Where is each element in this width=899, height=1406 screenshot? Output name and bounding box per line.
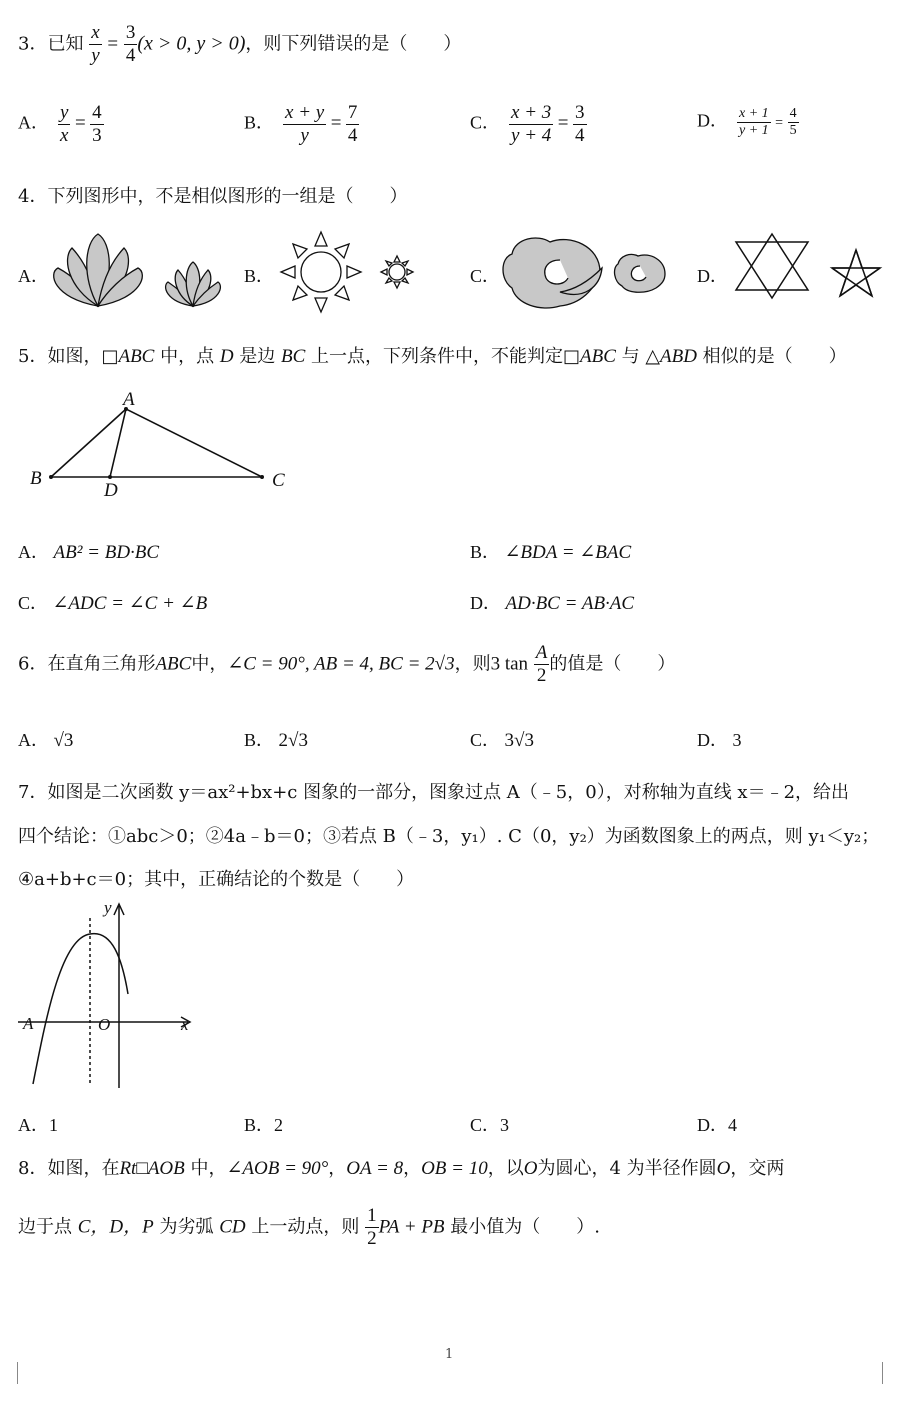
q4-option-a-label[interactable]: A． [18, 266, 49, 286]
q8-stem-line1: 8．如图，在Rt□AOB 中，∠AOB = 90°，OA = 8，OB = 10，以O为圆心，4 为半径作圆O，交两 [18, 1158, 785, 1179]
q6-option-d[interactable]: D． 3 [697, 730, 742, 750]
q3-stem: 3．已知 $\frac{x}{y}$ = $\frac{3}{4}$ (x > 0, y > 0)，则下列错误的是（ ） [18, 22, 462, 66]
q7-option-b[interactable]: B．2 [244, 1115, 284, 1135]
q7-parabola-figure [16, 898, 201, 1093]
q6-option-a[interactable]: A． √3 [18, 730, 74, 751]
q3-option-d[interactable]: D． $\frac{x + 1}{y + 1}$ = $\frac{4}{5}$ [697, 106, 797, 139]
q5-option-c[interactable]: C． ∠ADC = ∠C + ∠B [18, 593, 208, 614]
q4-stem: 4．下列图形中，不是相似图形的一组是（ ） [18, 186, 408, 207]
q5-label-c: C [272, 470, 285, 491]
margin-mark-left [17, 1362, 18, 1384]
q6-stem: 6．在直角三角形ABC中，∠C = 90°, AB = 4, BC = 2√3，则3 tan $\frac{A}{2}$ 的值是（ ） [18, 642, 676, 686]
q5-label-a: A [123, 389, 135, 410]
q8-stem-line2: 边于点 C，D，P 为劣弧 CD 上一动点，则 $\frac{1}{2}$ PA + PB 最小值为（ ）. [18, 1205, 600, 1249]
q5-option-d[interactable]: D． AD·BC = AB·AC [470, 593, 635, 614]
q7-origin: O [98, 1015, 111, 1034]
q7-stem-line3: ④a+b+c＝0；其中，正确结论的个数是（ ） [18, 869, 415, 890]
q4-star-figures [730, 230, 885, 302]
q7-point-a: A [23, 1014, 34, 1033]
q5-option-a[interactable]: A． AB² = BD·BC [18, 542, 160, 563]
page-number: 1 [445, 1347, 454, 1362]
q4-cloud-figures [500, 232, 675, 312]
q4-shell-figures [48, 228, 238, 312]
q5-label-b: B [30, 468, 42, 489]
q5-triangle-figure [20, 385, 300, 500]
q6-option-c[interactable]: C． 3√3 [470, 730, 534, 751]
q7-option-a[interactable]: A．1 [18, 1115, 58, 1135]
q4-option-b-label[interactable]: B． [244, 266, 275, 286]
q7-stem-line1: 7．如图是二次函数 y＝ax²+bx+c 图象的一部分，图象过点 A（﹣5，0），对称轴为直线 x＝﹣2，给出 [18, 782, 850, 803]
q7-axis-y: y [104, 898, 112, 917]
q4-option-c-label[interactable]: C． [470, 266, 501, 286]
q5-stem: 5．如图，□ABC 中，点 D 是边 BC 上一点，下列条件中，不能判定□ABC 与 △ABD 相似的是（ ） [18, 346, 847, 367]
q7-option-d[interactable]: D．4 [697, 1115, 737, 1135]
q4-option-d-label[interactable]: D． [697, 266, 728, 286]
q7-stem-line2: 四个结论：①abc＞0；②4a﹣b＝0；③若点 B（﹣3，y₁）. C（0，y₂）为函数图象上的两点，则 y₁＜y₂； [18, 826, 880, 847]
q4-sun-figures [276, 230, 426, 314]
q3-option-c[interactable]: C． $\frac{x + 3}{y + 4}$ = $\frac{3}{4}$ [470, 102, 585, 146]
q3-option-a[interactable]: A． $\frac{y}{x}$ = $\frac{4}{3}$ [18, 102, 102, 146]
margin-mark-right [882, 1362, 883, 1384]
q7-axis-x: x [181, 1015, 189, 1034]
q6-option-b[interactable]: B． 2√3 [244, 730, 308, 751]
q3-option-b[interactable]: B． $\frac{x + y}{y}$ = $\frac{7}{4}$ [244, 102, 358, 146]
q7-option-c[interactable]: C．3 [470, 1115, 510, 1135]
q5-label-d: D [104, 480, 118, 500]
q5-option-b[interactable]: B． ∠BDA = ∠BAC [470, 542, 632, 563]
